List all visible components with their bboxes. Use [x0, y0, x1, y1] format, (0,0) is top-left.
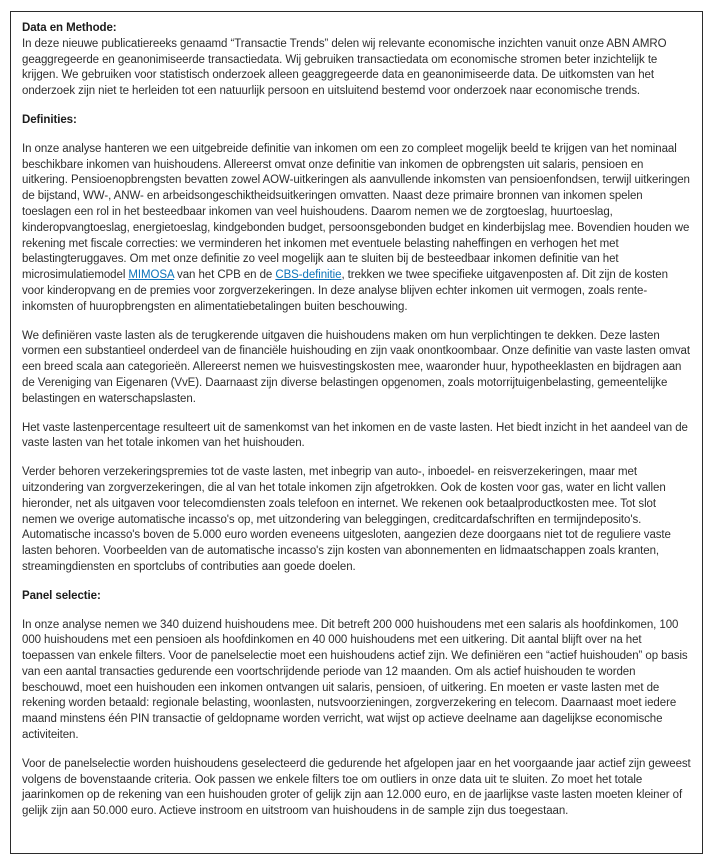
paragraph-inkomen-definitie — [22, 142, 691, 316]
paragraph-text: , trekken we twee specifieke uitgavenposten af. Dit zijn de kosten voor kinderopvang en de premies voor zorgverzekeringen. In deze analyse blijven echter inkomen uit vermogen, zoals rente-inkomsten of huuropbrengsten en alimentatiebetalingen buiten beschouwing. — [22, 269, 668, 313]
paragraph-intro: In deze nieuwe publicatiereeks genaamd “Transactie Trends” delen wij relevante economische inzichten vanuit onze ABN AMRO geaggregeerde en geanonimiseerde transactiedata. Wij gebruiken transactiedata om economische stromen beter inzichtelijk te krijgen. We gebruiken voor statistisch onderzoek alleen geaggregeerde data en geanonimiseerde data. De uitkomsten van het onderzoek zijn niet te herleiden tot een natuurlijk persoon en uitsluitend bestemd voor onderzoek naar economische trends. — [22, 37, 667, 98]
document-page — [10, 11, 703, 854]
cbs-definitie-link[interactable]: CBS-definitie — [275, 269, 342, 282]
section-heading-panel-selectie: Panel selectie: — [22, 589, 101, 602]
paragraph-vaste-lasten-definitie: We definiëren vaste lasten als de terugkerende uitgaven die huishoudens maken om hun verplichtingen te dekken. Deze lasten vormen een substantieel onderdeel van de financiële huishouding en zijn vaak onontkoombaar. Onze definitie van vaste lasten omvat een breed scala aan categorieën. Allereerst nemen we huisvestingskosten mee, waaronder huur, hypotheeklasten en bijdragen aan de Vereniging van Eigenaren (VvE). Daarnaast zijn diverse belastingen opgenomen, zoals motorrijtuigenbelasting, gemeentelijke belastingen en waterschapslasten. — [22, 329, 690, 405]
paragraph-panel-criteria: Voor de panelselectie worden huishoudens geselecteerd die gedurende het afgelopen jaar en het voorgaande jaar actief zijn geweest volgens de bovenstaande criteria. Ook passen we enkele filters toe om outliers in onze data uit te sluiten. Zo moet het totale jaarinkomen op de rekening van een huishouden groter of gelijk zijn aan 12.000 euro, en de jaarlijkse vaste lasten moeten kleiner of gelijk zijn aan 50.000 euro. Actieve instroom en uitstroom van huishoudens in de sample zijn dus toegestaan. — [22, 757, 691, 818]
paragraph-panel-omvang: In onze analyse nemen we 340 duizend huishoudens mee. Dit betreft 200 000 huishoudens met een salaris als hoofdinkomen, 100 000 huishoudens met een pensioen als hoofdinkomen en 40 000 huishoudens met een uitkering. Dit aantal blijft over na het toepassen van enkele filters. Voor de panelselectie moet een huishoudens actief zijn. We definiëren een “actief huishouden” op basis van een aantal transacties gedurende een voortschrijdende periode van 12 maanden. Om als actief huishouden te worden beschouwd, moet een huishouden een inkomen ontvangen uit salaris, pensioen, of uitkering. En moeten er vaste lasten met de rekening worden betaald: regionale belasting, woonlasten, nutsvoorzieningen, zorgverzekering en telecom. Daarnaast moet iedere maand minstens één PIN transactie of geldopname worden verricht, wat wijst op actieve deelname aan dagelijkse economische activiteiten. — [22, 618, 688, 742]
paragraph-text: In onze analyse hanteren we een uitgebreide definitie van inkomen om een zo compleet mogelijk beeld te krijgen van het nominaal beschikbare inkomen van huishoudens. Allereerst omvat onze definitie van inkomen de opbrengsten uit salaris, pensioen en uitkering. Pensioenopbrengsten bevatten zowel AOW-uitkeringen als aanvullende inkomsten van pensioenfondsen, terwijl uitkeringen de bijstand, WW-, ANW- en arbeidsongeschiktheidsuitkeringen omvatten. Naast deze primaire bronnen van inkomen spelen toeslagen een rol in het besteedbaar inkomen van veel huishoudens. Daarom nemen we de zorgtoeslag, huurtoeslag, kinderopvangtoeslag, energietoeslag, kindgebonden budget, persoonsgebonden budget en kinderbijslag mee. Bovendien houden we rekening met fiscale correcties: we verminderen het inkomen met eventuele belasting naheffingen en verhogen het met belastingteruggaves. Om met onze definitie zo veel mogelijk aan te sluiten bij de besteedbaar inkomen definitie van het microsimulatiemodel — [22, 142, 690, 282]
mimosa-link[interactable]: MIMOSA — [128, 269, 174, 282]
paragraph-vaste-lastenpercentage: Het vaste lastenpercentage resulteert uit de samenkomst van het inkomen en de vaste lasten. Het biedt inzicht in het aandeel van de vaste lasten van het totale inkomen van het huishouden. — [22, 421, 688, 450]
paragraph-text: van het CPB en de — [173, 269, 276, 282]
paragraph-verzekeringspremies: Verder behoren verzekeringspremies tot de vaste lasten, met inbegrip van auto-, inboedel- en reisverzekeringen, maar met uitzondering van zorgverzekeringen, die al van het totale inkomen zijn afgetrokken. Ook de kosten voor gas, water en licht vallen hieronder, net als uitgaven voor telecomdiensten zoals telefoon en internet. We rekenen ook betaalproductkosten mee. Tot slot nemen we overige automatische incasso's op, met uitzondering van beleggingen, creditcardafschriften en termijndeposito's. Automatische incasso's boven de 5.000 euro worden eveneens uitgesloten, aangezien deze doorgaans niet tot de reguliere vaste lasten behoren. Voorbeelden van de automatische incasso's zijn kosten van abonnementen en lidmaatschappen zoals kranten, streamingdiensten en sportclubs of contributies aan goede doelen. — [22, 466, 671, 573]
section-heading-definities: Definities: — [22, 113, 77, 126]
section-heading-data-en-methode: Data en Methode: — [22, 22, 117, 34]
